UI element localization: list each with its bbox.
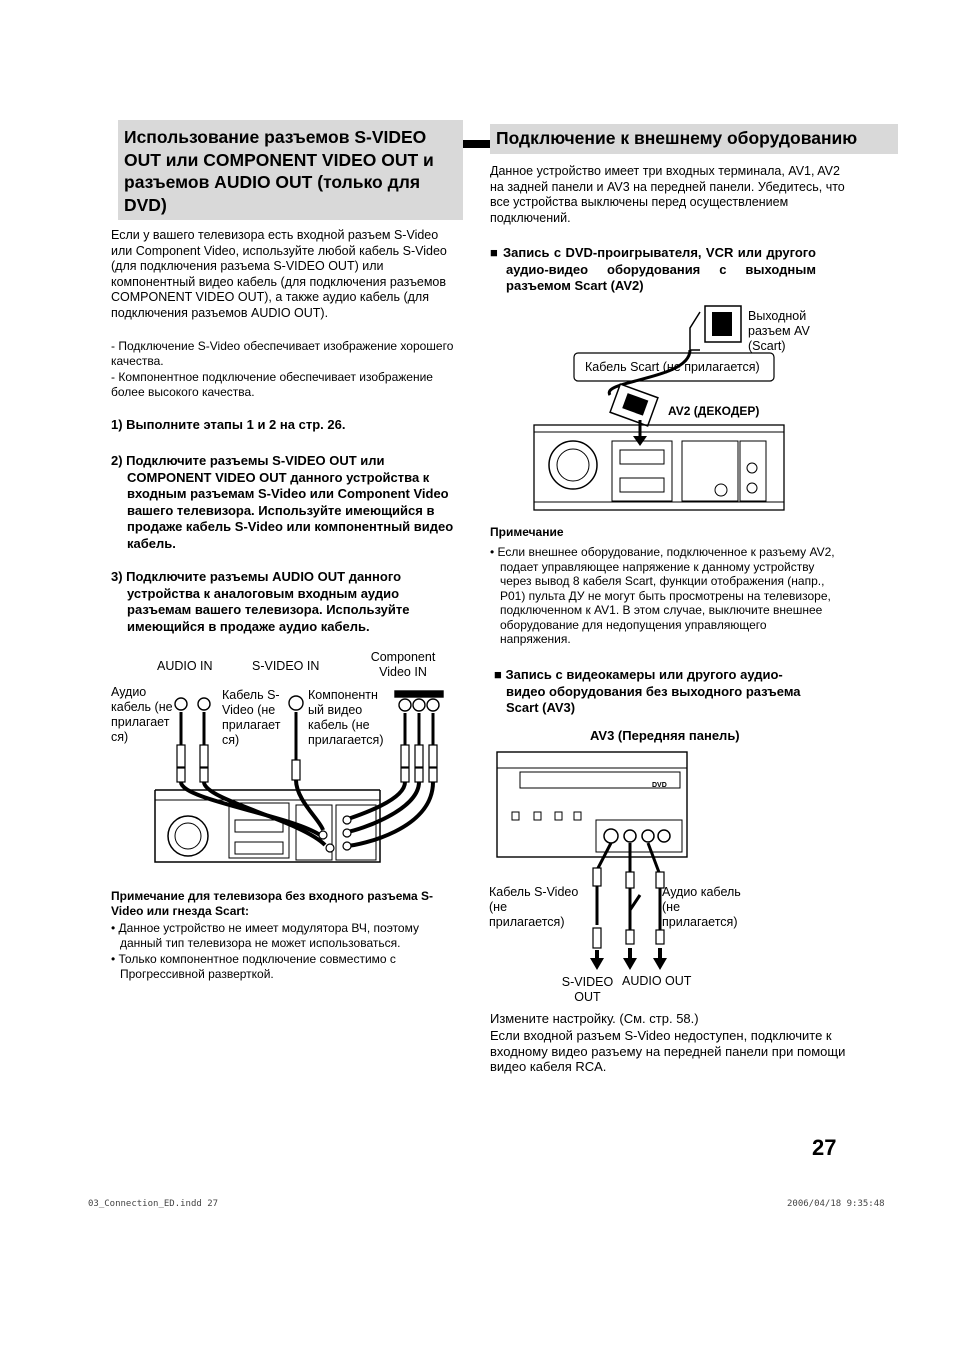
left-note-component: - Компонентное подключение обеспечивает изображение более высокого качества. bbox=[111, 370, 433, 399]
tv-note-2: • Только компонентное подключение совместимо с Прогрессивной разверткой. bbox=[111, 952, 396, 981]
step-3: 3) Подключите разъемы AUDIO OUT данного устройства к аналоговым входным аудио разъемам вашего телевизора. Используйте имеющийся в продаже аудио кабель. bbox=[111, 569, 410, 634]
audio-out-label: AUDIO OUT bbox=[622, 974, 692, 988]
note-title: Примечание bbox=[490, 525, 564, 539]
av2-decoder-label: AV2 (ДЕКОДЕР) bbox=[668, 404, 760, 418]
audio-in-label: AUDIO IN bbox=[157, 659, 213, 673]
scart-output-label: Выходной разъем AV (Scart) bbox=[748, 309, 810, 353]
bullet-av2: ■ Запись с DVD-проигрывателя, VCR или другого аудио-видео оборудования с выходным разъемом Scart (AV2) bbox=[490, 245, 816, 293]
change-setting-text: Измените настройку. (См. стр. 58.) bbox=[490, 1011, 699, 1026]
right-intro: Данное устройство имеет три входных терминала, AV1, AV2 на задней панели и AV3 на передней панели. Убедитесь, что все устройства выключены перед осуществлением подключений. bbox=[490, 164, 845, 225]
scart-cable-label: Кабель Scart (не прилагается) bbox=[585, 360, 760, 374]
svg-text:DVD: DVD bbox=[652, 782, 667, 789]
av3-front-label: AV3 (Передняя панель) bbox=[590, 728, 740, 743]
tv-note-title: Примечание для телевизора без входного разъема S-Video или гнезда Scart: bbox=[111, 889, 434, 918]
footer-timestamp: 2006/04/18 9:35:48 bbox=[787, 1199, 885, 1209]
audio-cable-label: Аудио кабель (не прилагает ся) bbox=[111, 685, 173, 744]
footer-file: 03_Connection_ED.indd 27 bbox=[88, 1199, 219, 1209]
step-1: 1) Выполните этапы 1 и 2 на стр. 26. bbox=[111, 417, 346, 432]
bullet-av3: ■ Запись с видеокамеры или другого аудио-видео оборудования без выходного разъема Scart (AV3) bbox=[494, 667, 801, 715]
left-note-svideo: - Подключение S-Video обеспечивает изображение хорошего качества. bbox=[111, 339, 454, 368]
left-intro: Если у вашего телевизора есть входной разъем S-Video или Component Video, используйте любой кабель S-Video (для подключения разъема S-VIDEO OUT) или компонентный видео кабель (для подключения разъемов COMPONENT VIDEO OUT), а также аудио кабель (для подключения разъемов AUDIO OUT). bbox=[111, 228, 447, 320]
av3-audio-cable-label: Аудио кабель (не прилагается) bbox=[662, 885, 741, 929]
svideo-out-label: S-VIDEO OUT bbox=[561, 975, 614, 1004]
svideo-fallback-text: Если входной разъем S-Video недоступен, подключите к входному видео разъему на передней панели при помощи видео кабеля RCA. bbox=[490, 1028, 846, 1074]
component-in-label: Component Video IN bbox=[370, 650, 436, 679]
component-cable-label: Компонентн ый видео кабель (не прилагается) bbox=[308, 688, 384, 747]
left-section-heading: Использование разъемов S-VIDEO OUT или COMPONENT VIDEO OUT и разъемов AUDIO OUT (только для DVD) bbox=[118, 120, 463, 220]
tv-note-1: • Данное устройство не имеет модулятора ВЧ, поэтому данный тип телевизора не может использоваться. bbox=[111, 921, 419, 950]
note-av2: • Если внешнее оборудование, подключенное к разъему AV2, подает управляющее напряжение к данному устройству через вывод 8 кабеля Scart, функции отображения (напр., P01) пульта ДУ не могут быть просмотрены на телевизоре, подключенном к AV1. В этом случае, выключите внешнее оборудование для недопущения управляющего напряжения. bbox=[490, 545, 835, 646]
av3-svideo-cable-label: Кабель S-Video (не прилагается) bbox=[489, 885, 579, 929]
right-section-heading: Подключение к внешнему оборудованию bbox=[490, 124, 898, 154]
svideo-cable-label: Кабель S-Video (не прилагает ся) bbox=[222, 688, 281, 747]
page-number: 27 bbox=[812, 1135, 837, 1160]
svideo-in-label: S-VIDEO IN bbox=[252, 659, 320, 673]
step-2: 2) Подключите разъемы S-VIDEO OUT или COMPONENT VIDEO OUT данного устройства к входным разъемам S-Video или Component Video вашего телевизора. Используйте имеющийся в продаже кабель S-Video или компонентный видео кабель. bbox=[111, 453, 454, 551]
